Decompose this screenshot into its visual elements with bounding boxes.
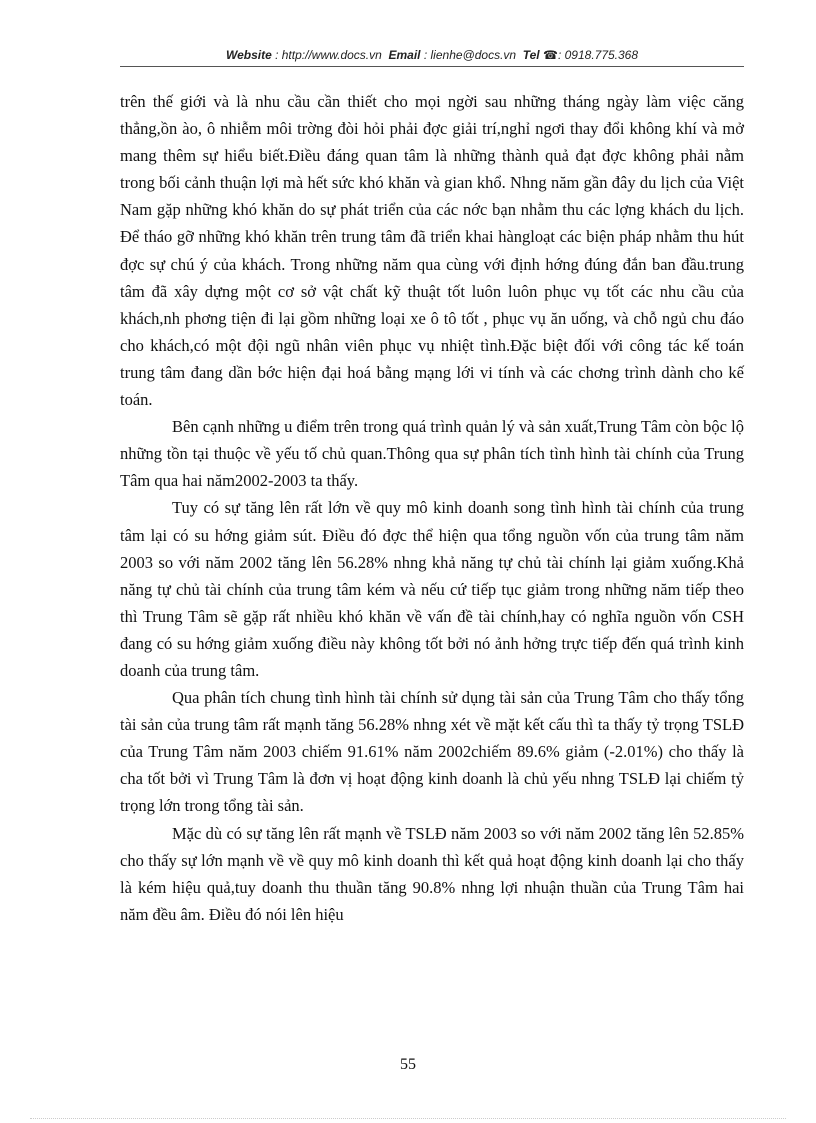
tel-number: : 0918.775.368 (557, 48, 639, 62)
paragraph-3: Tuy có sự tăng lên rất lớn về quy mô kinh doanh song tình hình tài chính của trung tâm lại có su hớng giảm sút. Điều đó đợc thể hiện qua tổng nguồn vốn của trung tâm năm 2003 so với năm 2002 tăng lên 56.28% nhng khả năng tự chủ tài chính lại giảm xuống.Khả năng tự chủ tài chính của trung tâm kém và nếu cứ tiếp tục giảm trong những năm tiếp theo thì Trung Tâm sẽ gặp rất nhiều khó khăn về vấn đề tài chính,hay có nghĩa nguồn vốn CSH đang có su hớng giảm xuống điều này không tốt bởi nó ảnh hởng trực tiếp đến quá trình kinh doanh của trung tâm. (120, 498, 744, 680)
paragraph-5: Mặc dù có sự tăng lên rất mạnh về TSLĐ năm 2003 so với năm 2002 tăng lên 52.85% cho thấy sự lớn mạnh về về quy mô kinh doanh thì kết quả hoạt động kinh doanh lại cho thấy là kém hiệu quả,tuy doanh thu thuần tăng 90.8% nhng lợi nhuận thuần của Trung Tâm hai năm đều âm. Điều đó nói lên hiệu (120, 823, 744, 924)
paragraph-1: trên thế giới và là nhu cầu cần thiết cho mọi ngời sau những tháng ngày làm việc căng thẳng,ồn ào, ô nhiễm môi trờng đòi hỏi phải đợc giải trí,nghỉ ngơi thay đổi không khí và mở mang thêm sự hiểu biết.Điều đáng quan tâm là những thành quả đạt đợc không phải nằm trong bối cảnh thuận lợi mà hết sức khó khăn và gian khổ. Nhng năm gần đây du lịch của Việt Nam gặp những khó khăn do sự phát triển của các nớc bạn nhằm thu các lợng khách du lịch. Để tháo gỡ những khó khăn trên trung tâm đã triển khai hàngloạt các biện pháp nhằm thu hút đợc sự chú ý của khách. Trong những năm qua cùng với định hớng đúng đắn ban đầu.trung tâm đã xây dựng một cơ sở vật chất kỹ thuật tốt luôn luôn phục vụ tốt các nhu cầu của khách,nh phơng tiện đi lại gồm những loại xe ô tô tốt , phục vụ ăn uống, và chỗ ngủ chu đáo cho khách,có một đội ngũ nhân viên phục vụ nhiệt tình.Đặc biệt đối với công tác kế toán trung tâm đang dần bớc hiện đại hoá bằng mạng lới vi tính và các chơng trình dành cho kế toán. (120, 92, 744, 410)
page-header (120, 48, 744, 62)
website-url: : http://www.docs.vn (275, 48, 382, 62)
header-rule (120, 66, 744, 67)
paragraph-4: Qua phân tích chung tình hình tài chính sử dụng tài sản của Trung Tâm cho thấy tổng tài sản của trung tâm rất mạnh tăng 56.28% nhng xét về mặt kết cấu thì ta thấy tỷ trọng TSLĐ của Trung Tâm năm 2003 chiếm 91.61% năm 2002chiếm 89.6% giảm (-2.01%) cho thấy là cha tốt bởi vì Trung Tâm là đơn vị hoạt động kinh doanh là chủ yếu nhng TSLĐ lại chiếm tỷ trọng lớn trong tổng tài sản. (120, 688, 744, 816)
paragraph-2: Bên cạnh những u điểm trên trong quá trình quản lý và sản xuất,Trung Tâm còn bộc lộ những tồn tại thuộc về yếu tố chủ quan.Thông qua sự phân tích tình hình tài chính của Trung Tâm qua hai năm2002-2003 ta thấy. (120, 417, 744, 491)
document-body (120, 88, 744, 928)
tel-label: Tel (522, 48, 540, 62)
page-number: 55 (400, 1056, 416, 1073)
email-label: Email (388, 48, 421, 62)
phone-icon: ☎ (543, 48, 558, 62)
website-label: Website (225, 48, 272, 62)
email-address: : lienhe@docs.vn (423, 48, 517, 62)
footer-dotted-line (30, 1118, 786, 1119)
